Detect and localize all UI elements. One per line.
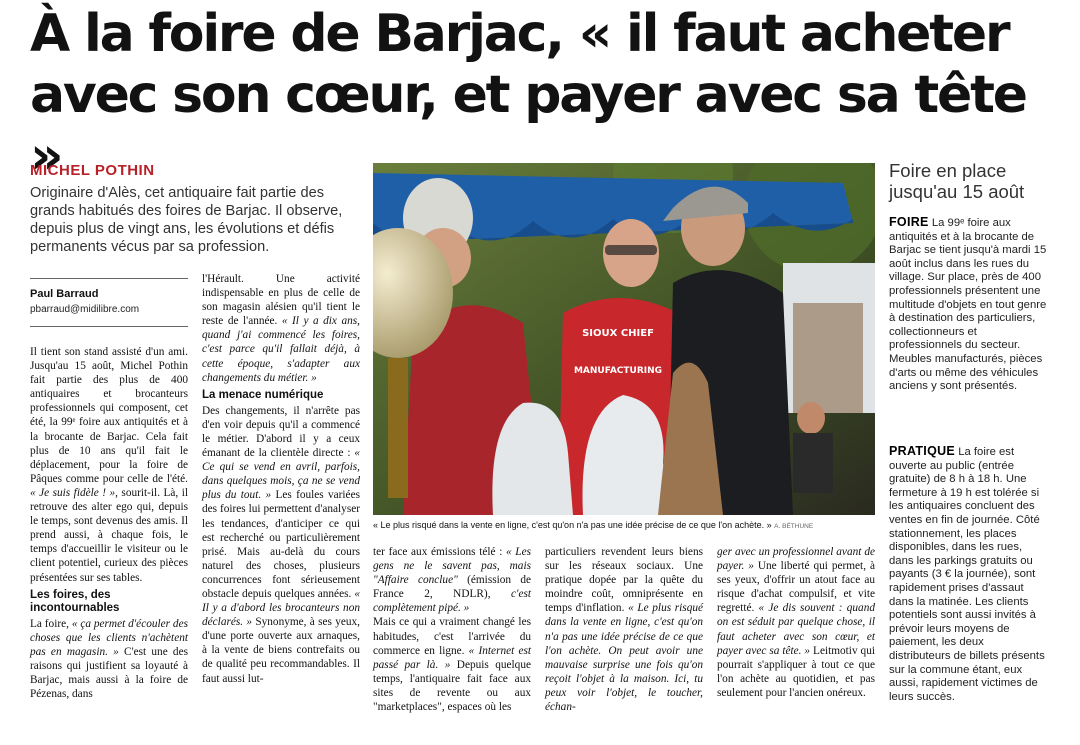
paragraph: Synonyme, à ses yeux, d'une porte ouverte aux arnaques, à la vente de biens contrefaits ou de qualité peu recommandables. Il faut aussi lut- [202, 616, 360, 685]
quote: c'est complètement pipé. » [373, 588, 531, 615]
paragraph: ter face aux émissions télé : [373, 546, 506, 558]
paragraph: Les foules variées des foires lui permettent d'analyser les tendances, d'anticiper ce qui est recherché ou particulièrement prisé. Mais au-delà du cours naturel des choses, plusieurs concurrences font sérieusement obstacle depuis quelques années. [202, 489, 360, 600]
paragraph: Des changements, il n'arrête pas d'en voir depuis qu'il a commencé le métier. D'abord il y a ceux émanant de la clientèle directe : [202, 404, 360, 460]
paragraph: , sourit-il. Là, il retrouve des alter ego qui, depuis le temps, sont devenus des amis. Il prend aussi, à chaque fois, le temps d'accueillir le visiteur ou le client potentiel, curieux des pièces présentées sur ses tables. [30, 486, 188, 584]
article-column-4 [545, 545, 703, 714]
quote: « Le plus risqué dans la vente en ligne, c'est qu'on n'a pas une idée précise de ce que l'on achète. On peut avoir une mauvaise surprise une fois qu'on reçoit l'objet à la maison. Ici, tu peux voir l'objet, le toucher, échan- [545, 602, 704, 714]
paragraph: C'est une des raisons qui justifient sa loyauté à Barjac, mais aussi à la foire de Pézenas, dans [30, 645, 188, 701]
quote: « Ce qui se vend en avril, parfois, dans quelques mois, ça ne se vend plus du tout. » [202, 447, 360, 502]
quote: « Je dis souvent : quand on est séduit par quelque chose, il faut acheter avec son cœur, et payer avec sa tête. » [717, 602, 876, 657]
article-photo [373, 163, 875, 515]
sidebar-title: Foire en place jusqu'au 15 août [889, 160, 1025, 202]
sidebar-label: PRATIQUE [889, 444, 956, 458]
quote: « Internet est passé par là. » [373, 644, 531, 671]
quote: « Il y a d'abord les brocanteurs non déclarés. » [202, 587, 360, 629]
paragraph: La foire, [30, 617, 72, 630]
paragraph: Leitmotiv qui pourrait s'appliquer à tout ce que l'on achète au quotidien, et pas seulement pour l'ancien onéreux. [717, 644, 875, 699]
article-column-3 [373, 545, 531, 714]
paragraph: Une liberté qui permet, à ses yeux, d'offrir un atout face au risque d'achat compulsif, et vite regretté. [717, 560, 875, 615]
photo-caption [373, 520, 875, 530]
quote: « Il y a dix ans, quand j'ai commencé les foires, c'est parce qu'il fallait déjà, à cette époque, s'adapter aux changements du métier. » [202, 315, 360, 384]
sidebar-pratique [889, 445, 1047, 704]
article-column-5 [717, 545, 875, 700]
shirt-text-2: MANUFACTURING [573, 366, 663, 376]
author-email[interactable]: pbarraud@midilibre.com [30, 304, 140, 315]
sidebar-foire [889, 216, 1047, 394]
paragraph: Depuis quelque temps, l'antiquaire fait face aux sites de revente ou aux "marketplaces", espaces où les [373, 658, 531, 714]
subheading: La menace numérique [202, 388, 324, 401]
subheading: Les foires, des incontournables [30, 588, 120, 614]
caption-text: « Le plus risqué dans la vente en ligne, c'est qu'on n'a pas une idée précise de ce que l'on achète. » [373, 520, 772, 530]
article-column-1 [30, 345, 188, 701]
sidebar-text: La foire est ouverte au public (entrée gratuite) de 8 h à 18 h. Une fermeture à 19 h est tolérée si les antiquaires concluent des ventes en fin de journée. Côté stationnement, les places disponibles, dans les rues, dans les parkings gratuits ou payants (3 € la journée), sont rapidement prises d'assaut dans la matinée. Les clients potentiels sont aussi invités à prévoir leurs moyens de paiement, les deux distributeurs de billets présents sur la commune étant, eux aussi, rapidement victimes de leurs succès. [889, 446, 1045, 703]
paragraph: l'Hérault. Une activité indispensable en plus de celle de son magasin alésien qu'il tient le reste de l'année. [202, 273, 360, 328]
article-lead: Originaire d'Alès, cet antiquaire fait partie des grands habitués des foires de Barjac. Il observe, depuis plus de vingt ans, les évolutions et défis permanents vécus par sa profession. [30, 185, 343, 255]
sidebar-label: FOIRE [889, 215, 929, 229]
headline-line-2: avec son cœur, et payer avec sa tête » [30, 65, 1026, 186]
shirt-text-1: SIOUX CHIEF [582, 328, 654, 339]
divider [30, 326, 188, 327]
paragraph: Il tient son stand assisté d'un ami. Jusqu'au 15 août, Michel Pothin fait partie des plus de 400 antiquaires et brocanteurs professionnels qui composent, cet été, la 99ᵉ foire aux antiquités et à la brocante de Barjac. Cela fait plus de 10 ans qu'il fait le déplacement, pour la foire de Pâques comme pour celle de l'été. [30, 346, 188, 485]
paragraph: Mais ce qui a vraiment changé les habitudes, c'est l'arrivée du commerce en ligne. [373, 616, 531, 657]
photo-credit: A. BÉTHUNE [774, 523, 814, 530]
quote: « Les gens ne le savent pas, mais "Affaire conclue" [373, 546, 532, 587]
quote: « Je suis fidèle ! » [30, 486, 116, 499]
article-column-2 [202, 272, 360, 686]
divider [30, 278, 188, 279]
subject-name: MICHEL POTHIN [30, 162, 155, 179]
paragraph: (émission de France 2, NDLR), [373, 574, 531, 601]
quote: « ça permet d'écouler des choses que les clients n'achètent pas en magasin. » [30, 617, 188, 658]
photo-illustration [373, 163, 875, 515]
paragraph: particuliers revendent leurs biens sur les réseaux sociaux. Une pratique dopée par la quête du moindre coût, omniprésente en temps d'inflation. [545, 546, 703, 615]
author-name: Paul Barraud [30, 288, 99, 300]
quote: ger avec un professionnel avant de payer. » [717, 546, 875, 573]
headline-line-1: À la foire de Barjac, « il faut acheter [30, 4, 1009, 64]
sidebar-text: La 99ᵉ foire aux antiquités et à la brocante de Barjac se tient jusqu'à mardi 15 août inclus dans les rues du village. Sur place, près de 400 professionnels présentent une multitude d'objets en tout genre à destination des particuliers, collectionneurs et professionnels du secteur. Meubles manufacturés, pièces d'arts ou même des véhicules anciens y sont présentés. [889, 217, 1047, 393]
